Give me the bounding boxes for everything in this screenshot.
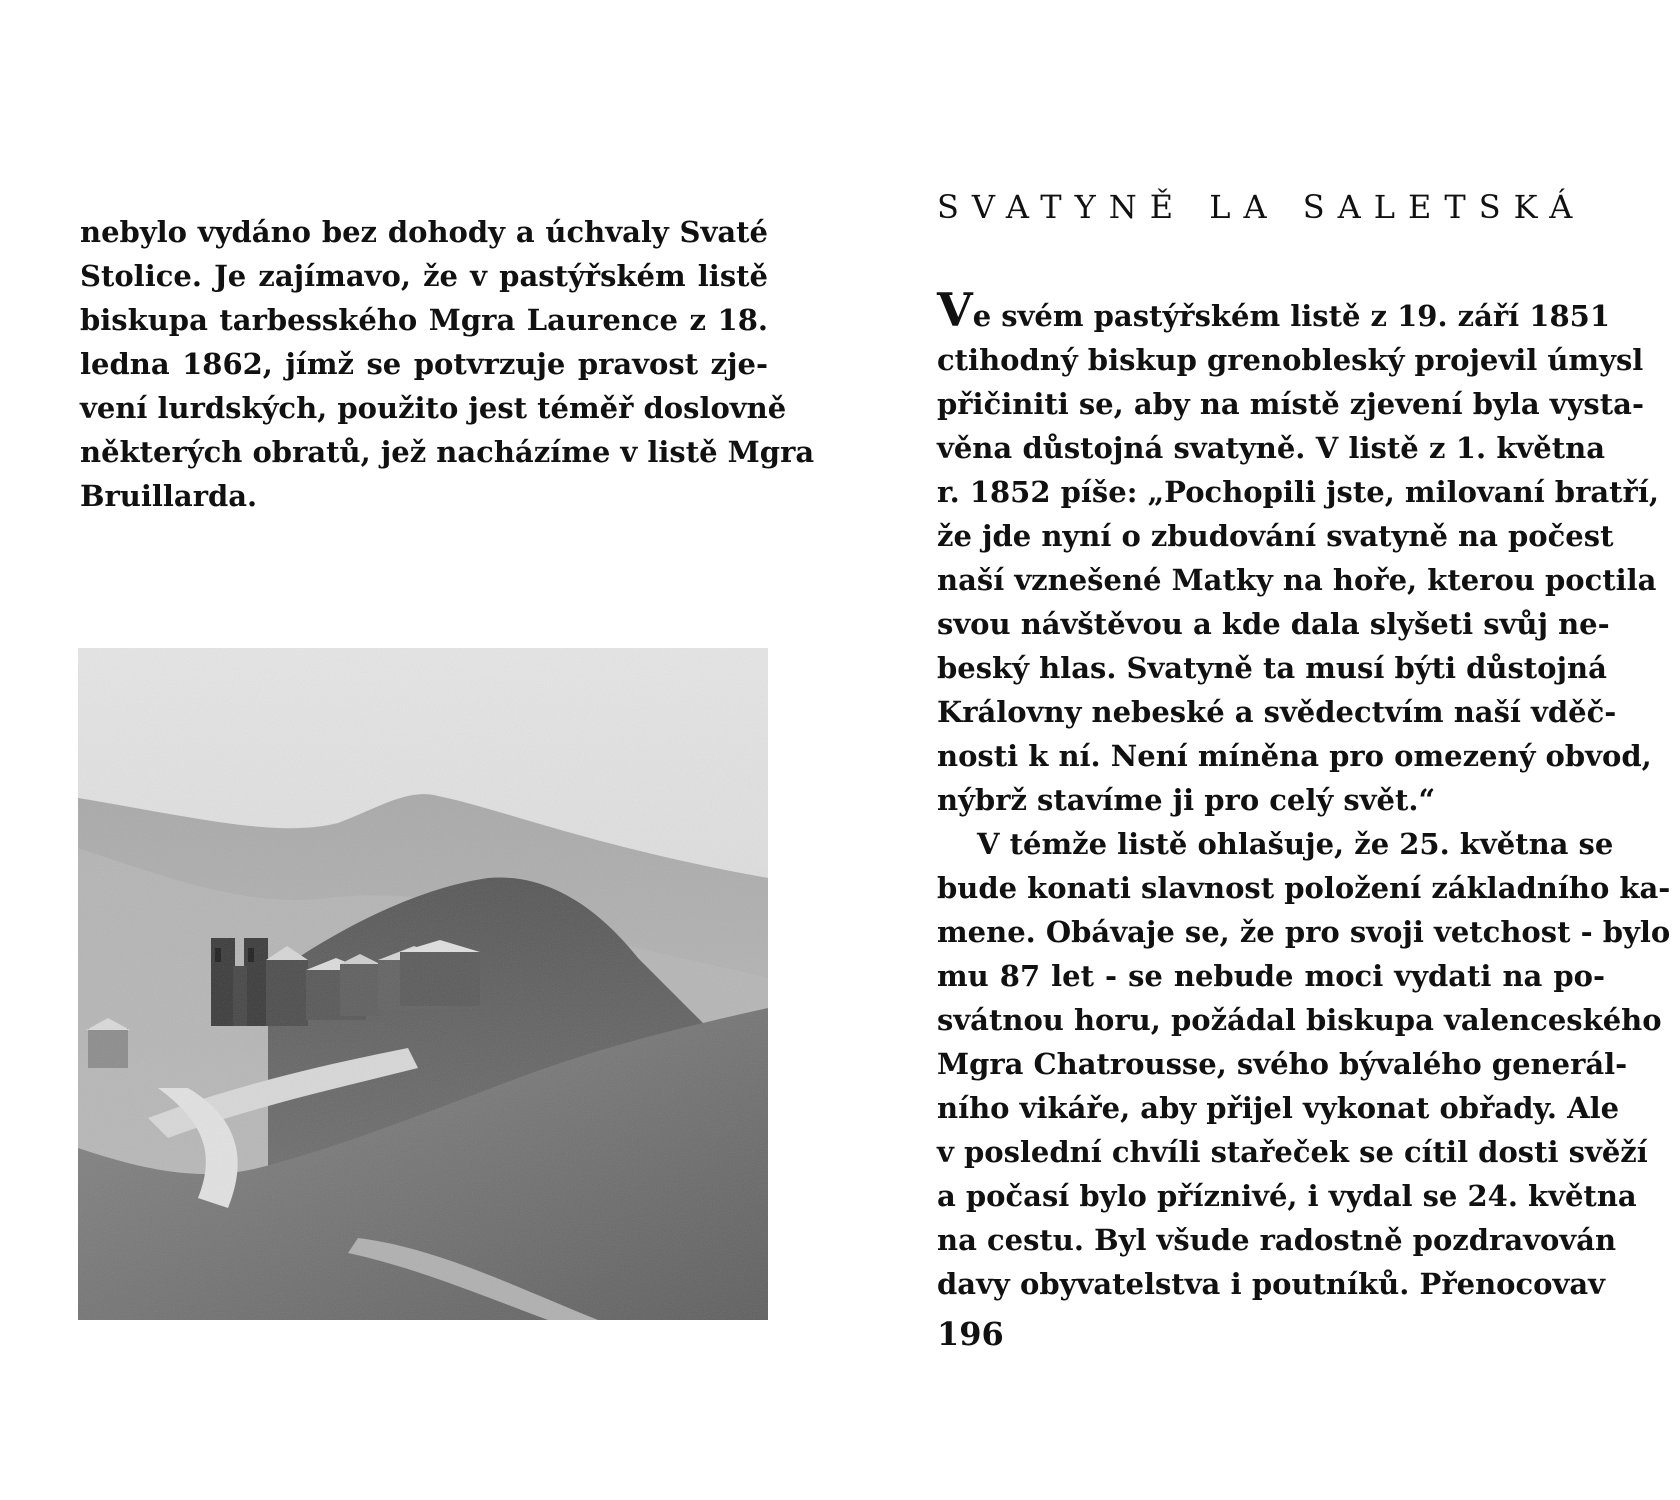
running-head: SVATYNĚ LA SALETSKÁ: [937, 188, 1586, 226]
text-line: nosti k ní. Není míněna pro omezený obvod,: [937, 739, 1652, 773]
text-line: beský hlas. Svatyně ta musí býti důstojná: [937, 651, 1607, 685]
text-line: věna důstojná svatyně. V listě z 1. května: [937, 431, 1605, 465]
text-line: naší vznešené Matky na hoře, kterou poctila: [937, 563, 1657, 597]
first-line-rest: e svém pastýřském listě z 19. září 1851: [972, 299, 1611, 333]
text-line: Královny nebeské a svědectvím naší vděč-: [937, 695, 1617, 729]
text-line: na cestu. Byl všude radostně pozdravován: [937, 1223, 1617, 1257]
text-line: ledna 1862, jímž se potvrzuje pravost zje-: [80, 347, 768, 381]
text-line: r. 1852 píše: „Pochopili jste, milovaní bratří,: [937, 475, 1659, 509]
text-line: ního vikáře, aby přijel vykonat obřady. Ale: [937, 1091, 1620, 1125]
text-line: Bruillarda.: [80, 479, 258, 513]
sanctuary-photograph: [78, 648, 768, 1320]
text-line: bude konati slavnost položení základního ka-: [937, 871, 1671, 905]
text-line: v poslední chvíli stařeček se cítil dosti svěží: [937, 1135, 1648, 1169]
text-line: svátnou horu, požádal biskupa valenceského: [937, 1003, 1662, 1037]
text-line: svou návštěvou a kde dala slyšeti svůj ne-: [937, 607, 1610, 641]
text-line: mu 87 let - se nebude moci vydati na po-: [937, 959, 1605, 993]
text-line: Stolice. Je zajímavo, že v pastýřském listě: [80, 259, 768, 293]
left-page-text: [80, 210, 815, 518]
text-line: nýbrž stavíme ji pro celý svět.“: [937, 783, 1436, 817]
text-line: mene. Obávaje se, že pro svoji vetchost - bylo: [937, 915, 1671, 949]
text-line: přičiniti se, aby na místě zjevení byla vysta-: [937, 387, 1644, 421]
text-line-first: [937, 283, 1611, 338]
photograph-image: [78, 648, 768, 1320]
text-line: vení lurdských, použito jest téměř doslovně: [80, 391, 787, 425]
drop-cap: V: [937, 283, 973, 337]
text-line: že jde nyní o zbudování svatyně na počest: [937, 519, 1614, 553]
text-line: některých obratů, jež nacházíme v listě Mgra: [80, 435, 815, 469]
text-line: ctihodný biskup grenobleský projevil úmysl: [937, 343, 1644, 377]
page-number: 196: [937, 1315, 1004, 1353]
right-page-text: [937, 283, 1671, 1306]
text-line: a počasí bylo příznivé, i vydal se 24. května: [937, 1179, 1637, 1213]
photo-grain: [78, 648, 768, 1320]
text-line: V témže listě ohlašuje, že 25. května se: [977, 827, 1614, 861]
text-line: biskupa tarbesského Mgra Laurence z 18.: [80, 303, 768, 337]
text-line: nebylo vydáno bez dohody a úchvaly Svaté: [80, 215, 768, 249]
text-line: davy obyvatelstva i poutníků. Přenocovav: [937, 1267, 1605, 1301]
text-line: Mgra Chatrousse, svého bývalého generál-: [937, 1047, 1628, 1081]
